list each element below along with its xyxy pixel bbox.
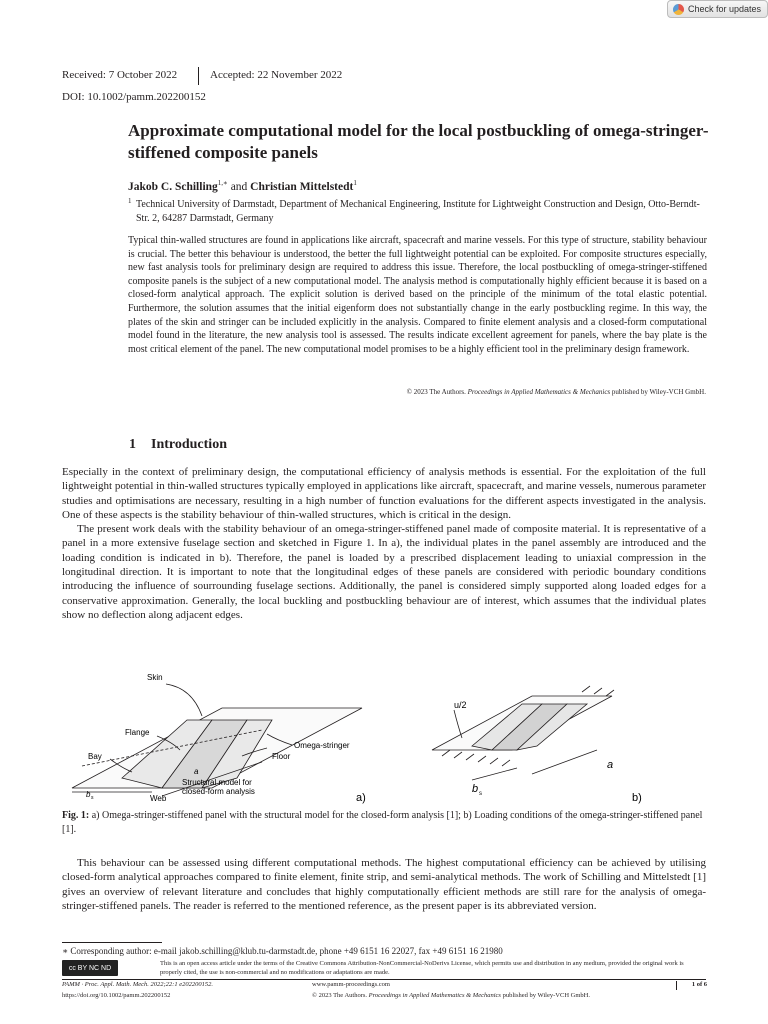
label-bs-sub: s — [91, 795, 94, 801]
figure-caption — [62, 809, 706, 836]
footnote: ∗ Corresponding author: e-mail jakob.schilling@klub.tu-darmstadt.de, phone +49 6151 16 22027, fax +49 6151 16 21980 — [62, 946, 503, 956]
load-arrows-back — [582, 686, 614, 696]
caption-text: a) Omega-stringer-stiffened panel with the structural model for the closed-form analysis [1]; b) Loading conditions of the omega-stringer-stiffened panel [1]. — [62, 810, 703, 835]
intro-body-continued — [62, 856, 706, 913]
author-1-sup: 1,∗ — [217, 179, 228, 187]
licence-text: This is an open access article under the terms of the Creative Commons Attribution-NonCommercial-NoDerivs License, which permits use and distribution in any medium, provided the original work is properly cited, the use is non-commercial and no modifications or adaptations are made. — [160, 960, 684, 976]
author-2-sup: 1 — [353, 179, 357, 187]
subfigure-a-label: a) — [356, 792, 366, 804]
section-title: Introduction — [151, 437, 227, 452]
copyright-prefix: © 2023 The Authors. — [406, 388, 468, 396]
bs-dimension-b — [472, 768, 517, 780]
label-a-b: a — [607, 759, 614, 771]
check-for-updates-label: Check for updates — [688, 4, 762, 14]
paragraph: Especially in the context of preliminary design, the computational efficiency of analysis methods is essential. For the exploitation of the full lightweight potential in thin-walled structures typically employed in applications like aircraft, spacecraft, and marine vessels, numerous parameter studies and optimisations are necessary, resulting in a high number of function evaluations for the different aspects investigated in the analysis. One of these aspects is the stability behaviour of thin-walled structures, which is critical in the design. — [62, 466, 706, 521]
label-bay: Bay — [88, 752, 102, 761]
skin-leader — [166, 684, 202, 716]
section-heading — [129, 437, 227, 453]
footer-website[interactable]: www.pamm-proceedings.com — [312, 981, 390, 988]
paper-title: Approximate computational model for the local postbuckling of omega-stringer-stiffened composite panels — [128, 121, 709, 162]
label-web: Web — [150, 794, 167, 803]
accepted-date: Accepted: 22 November 2022 — [210, 69, 343, 81]
crossmark-icon — [673, 4, 684, 15]
abstract: Typical thin-walled structures are found in applications like aircraft, spacecraft and marine vessels. For this type of structure, stability behaviour is crucial. The better this behaviour is understood, the better the full lightweight potential can be exploited. For composite structures especially, new fast analysis tools for preliminary design are required to address this issue. Therefore, the local postbuckling of omega-stringer-stiffened composite panels is the subject of a new computational model. The analysis method is computationally highly efficient because it is based on a closed-form analytical approach. The explicit solution is derived based on the principle of the minimum of the total elastic potential. Furthermore, the solution assumes that the initial eigenform does not substantially change in the early postbuckling regime. In this way, the plates of the skin and stringer can be included explicitly in the analysis. Compared to finite element analysis and a closed-form computational model found in the literature, the new analysis tool is assessed. The results indicate excellent agreement for panels, where the bay plate is the most critical element of the panel. The new computational model promises to be a highly efficient tool in the preliminary design framework. — [128, 235, 707, 355]
cc-license-badge[interactable]: cc BY NC ND — [62, 960, 118, 976]
label-floor: Floor — [272, 752, 291, 761]
author-1: Jakob C. Schilling — [128, 180, 218, 193]
copyright-journal: Proceedings in Applied Mathematics & Mechanics — [467, 388, 611, 396]
copyright-line — [128, 388, 706, 396]
received-date: Received: 7 October 2022 — [62, 69, 178, 81]
affiliation-number: 1 — [128, 197, 132, 205]
page-number: 1 of 6 — [676, 981, 707, 990]
label-bs-sub-b: s — [479, 791, 482, 797]
footer-doi[interactable]: https://doi.org/10.1002/pamm.202200152 — [62, 992, 171, 999]
label-structural-1: Structural model for — [182, 778, 252, 787]
check-for-updates-button[interactable] — [667, 0, 768, 18]
affiliation-text: Technical University of Darmstadt, Department of Mechanical Engineering, Institute for Lightweight Construction and Design, Otto-Berndt-Str. 2, 64287 Darmstadt, Germany — [136, 199, 700, 224]
a-dimension-b — [532, 750, 597, 774]
footer-copyright — [312, 992, 590, 999]
footer-rule — [62, 979, 706, 980]
label-omega-stringer: Omega-stringer — [294, 741, 350, 750]
subfigure-b-label: b) — [632, 792, 642, 804]
author-and: and — [227, 180, 251, 193]
footer-journal-ref — [62, 981, 213, 988]
footer-copy-prefix: © 2023 The Authors. — [312, 992, 369, 999]
copyright-suffix: published by Wiley-VCH GmbH. — [610, 388, 706, 396]
u2-leader — [454, 710, 462, 738]
label-flange: Flange — [125, 728, 150, 737]
caption-label: Fig. 1: — [62, 810, 90, 821]
label-bs: b — [86, 790, 91, 799]
paragraph: This behaviour can be assessed using different computational methods. The highest computational efficiency can be achieved by utilising closed-form analytical approaches compared to finite element, finite strip, and semi-analytical methods. The work of Schilling and Mittelstedt [1] gives an overview of relevant literature and concludes that highly computationally efficient methods are still rare for the analysis of omega-stringer-stiffened panels. The reader is referred to the mentioned reference, as the present paper is its abbreviated version. — [62, 857, 706, 912]
header-divider — [198, 67, 199, 85]
author-line — [128, 179, 357, 193]
label-structural-2: closed-form analysis — [182, 787, 255, 796]
load-arrows-front — [442, 750, 510, 766]
paragraph: The present work deals with the stability behaviour of an omega-stringer-stiffened panel made of composite material. It is representative of a panel in a more extensive fuselage section and sketched in Figure 1. In a), the individual plates in the panel assembly are introduced and the loading condition is indicated in b). Therefore, the panel is loaded by a prescribed displacement leading to uniaxial compression in the longitudinal direction. It is important to note that the longitudinal edges of these panels are considered with periodic boundary conditions introducing the influence of sourrounding fuselage sections. Additionally, the panel is considered simply supported along loaded edges for a conservative approximation. Generally, the local buckling and postbuckling behaviour are of interest, which assumes that the individual plates show no deflection along adjacent edges. — [62, 523, 706, 621]
figure-1 — [62, 668, 706, 811]
doi-line: DOI: 10.1002/pamm.202200152 — [62, 91, 206, 103]
label-a: a — [194, 767, 199, 776]
label-u2: u/2 — [454, 700, 467, 710]
journal-ref-text: PAMM · Proc. Appl. Math. Mech. 2022;22:1 e202200152. — [62, 981, 213, 988]
affiliation — [128, 198, 713, 225]
section-number: 1 — [129, 437, 136, 452]
footer-copy-suffix: published by Wiley-VCH GmbH. — [500, 992, 590, 999]
figure-1-drawing — [62, 668, 706, 806]
footer-copy-journal: Proceedings in Applied Mathematics & Mechanics — [368, 992, 501, 999]
label-skin: Skin — [147, 673, 163, 682]
label-bs-b: b — [472, 783, 479, 795]
author-2: Christian Mittelstedt — [250, 180, 354, 193]
footnote-rule — [62, 942, 162, 943]
intro-body — [62, 465, 706, 622]
